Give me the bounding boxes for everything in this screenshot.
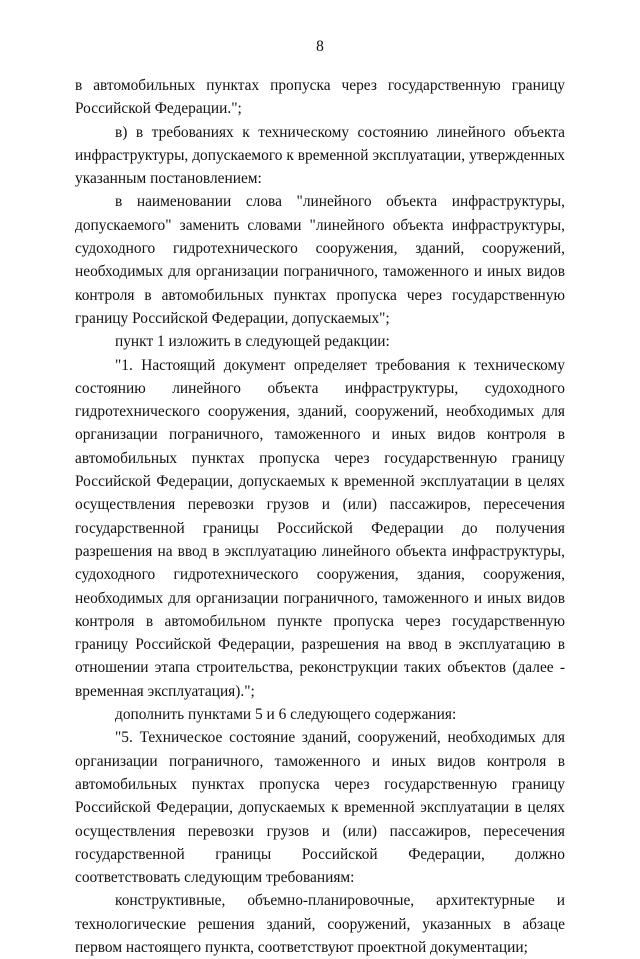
paragraph-point5-text: "5. Техническое состояние зданий, сооружений, необходимых для организации пограничного, таможенного и иных видов контроля в автомобильных пунктах пропуска через государственную границу Российской Федерации, допускаемых к временной эксплуатации в целях осуществления перевозки грузов и (или) пассажиров, пересечения государственной границы Российской Федерации, должно соответствовать следующим требованиям: [75,729,565,887]
paragraph-continuation: в автомобильных пунктах пропуска через государственную границу Российской Федерации."; [75,77,565,118]
paragraph-add-points-intro: дополнить пунктами 5 и 6 следующего содержания: [115,706,457,724]
page-number: 8 [316,38,324,55]
document-body [75,74,565,959]
paragraph-item-v: в) в требованиях к техническому состоянию линейного объекта инфраструктуры, допускаемого к временной эксплуатации, утвержденных указанным постановлением: [75,123,565,188]
paragraph-name-change: в наименовании слова "линейного объекта инфраструктуры, допускаемого" заменить словами "линейного объекта инфраструктуры, судоходного гидротехнического сооружения, зданий, сооружений, необходимых для организации пограничного, таможенного и иных видов контроля в автомобильных пунктах пропуска через государственную границу Российской Федерации, допускаемых"; [75,193,565,327]
paragraph-point1-text: "1. Настоящий документ определяет требования к техническому состоянию линейного объекта инфраструктуры, судоходного гидротехнического сооружения, зданий, сооружений, необходимых для организации пограничного, таможенного и иных видов контроля в автомобильных пунктах пропуска через государственную границу Российской Федерации, допускаемых к временной эксплуатации в целях осуществления перевозки грузов и (или) пассажиров, пересечения государственной границы Российской Федерации до получения разрешения на ввод в эксплуатацию линейного объекта инфраструктуры, судоходного гидротехнического сооружения, здания, сооружения, необходимых для организации пограничного, таможенного и иных видов контроля в автомобильном пункте пропуска через государственную границу Российской Федерации, разрешения на ввод в эксплуатацию в отношении этапа строительства, реконструкции таких объектов (далее - временная эксплуатация)."; [75,356,565,700]
paragraph-point5-req1: конструктивные, объемно-планировочные, архитектурные и технологические решения зданий, сооружений, указанных в абзаце первом настоящего пункта, соответствуют проектной документации; [75,892,565,956]
paragraph-point1-intro: пункт 1 изложить в следующей редакции: [115,333,390,351]
